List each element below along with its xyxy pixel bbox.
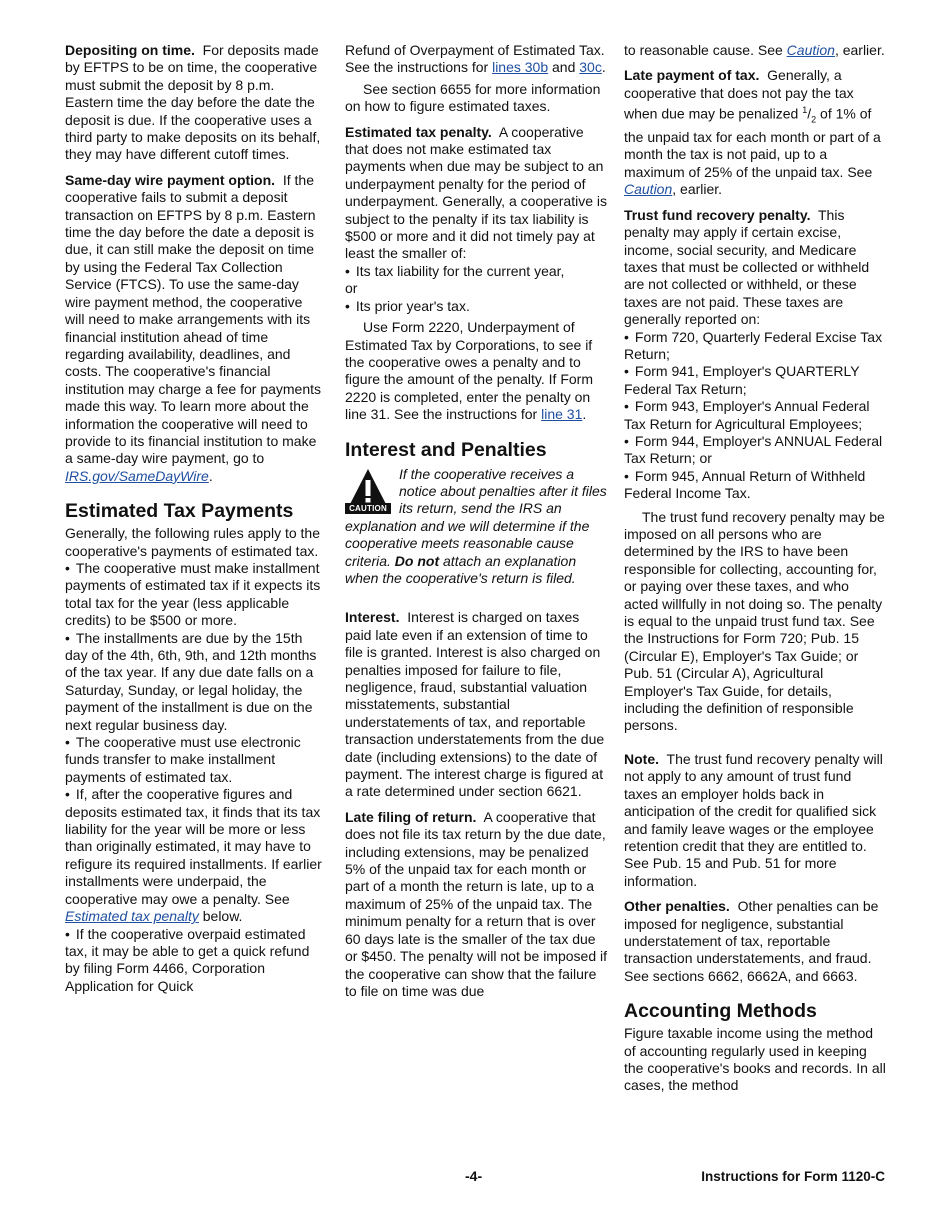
bullet-item (65, 560, 325, 630)
paragraph-estimated-tax-penalty (345, 124, 607, 263)
paragraph-text: Other penalties can be imposed for negligence, substantial understatement of tax, reportable transaction understatements, and fraud. See sections 6662, 6662A, and 6663. (624, 898, 879, 984)
bullet-text: below. (202, 908, 243, 925)
fraction-numerator: 1 (802, 105, 808, 116)
paragraph-late-filing (345, 809, 607, 1000)
bullet-item (345, 298, 607, 315)
paragraph-depositing-on-time (65, 42, 325, 164)
punctuation: . (208, 467, 213, 484)
paragraph-note (624, 751, 886, 890)
paragraph-text: A cooperative that does not make estimated tax payments when due may be subject to an underpayment penalty for the period of underpayment. Generally, a cooperative is subject to the penalty if its tax liability is $500 or more and it did not timely pay at least the smaller of: (345, 123, 607, 262)
link-lines-30b[interactable]: lines 30b (492, 59, 549, 76)
paragraph-accounting: Figure taxable income using the method of accounting regularly used in keeping the cooperative's books and records. In all cases, the method (624, 1025, 886, 1094)
page-number: -4- (465, 1168, 483, 1184)
link-irs-samedaywire[interactable]: IRS.gov/SameDayWire (65, 467, 209, 484)
run-in-heading: Other penalties. (624, 898, 730, 915)
run-in-heading: Trust fund recovery penalty. (624, 206, 811, 223)
caution-label: CAUTION (345, 503, 391, 514)
column-1 (65, 42, 325, 995)
bullet-text: Form 943, Employer's Annual Federal Tax Return for Agricultural Employees; (624, 398, 870, 432)
run-in-heading: Estimated tax penalty. (345, 123, 492, 140)
paragraph-see-section-6655: See section 6655 for more information on how to figure estimated taxes. (345, 80, 601, 115)
bullet-item (65, 630, 325, 734)
punctuation: . (601, 59, 606, 76)
paragraph-or: or (345, 280, 358, 297)
paragraph-text: A cooperative that does not file its tax return by the due date, including extensions, may be penalized 5% of the unpaid tax for each month or part of a month the return is late, up to a maximum of 25% of the unpaid tax. The minimum penalty for a return that is over 60 days late is the smaller of the tax due or $450. The penalty will not be imposed if the cooperative can show that the failure to file on time was due (345, 808, 608, 999)
paragraph-text: The trust fund recovery penalty will not apply to any amount of trust fund taxes an employer holds back in anticipation of the credit for qualified sick and family leave wages or the employee retention credit that they are entitled to. See Pub. 15 and Pub. 51 for more information. (624, 750, 883, 889)
bullet-item (624, 363, 886, 398)
paragraph-text: to reasonable cause. See (624, 42, 783, 58)
heading-accounting-methods: Accounting Methods (624, 1000, 817, 1023)
heading-interest-and-penalties: Interest and Penalties (345, 438, 547, 461)
bullet-item (65, 734, 325, 786)
fraction-denominator: 2 (811, 114, 817, 125)
paragraph-text: Interest is charged on taxes paid late even if an extension of time to file is granted. Interest is also charged on penalties imposed for failure to file, negligence, fraud, substantial valuation misstatements, substantial understatements of tax, and reportable transaction understatements from the due date (including extensions) to the date of payment. The interest charge is figured at a rate determined under section 6621. (345, 609, 605, 800)
link-caution[interactable]: Caution (624, 181, 673, 198)
run-in-heading: Interest. (345, 609, 400, 626)
run-in-heading: Same-day wire payment option. (65, 171, 276, 188)
punctuation: . (582, 406, 587, 423)
paragraph-text: This penalty may apply if certain excise, income, social security, and Medicare taxes that must be collected or withheld are not collected or withheld, or these taxes are not paid. These taxes are generally reported on: (624, 206, 870, 328)
run-in-heading: Late filing of return. (345, 808, 477, 825)
caution-text: attach an explanation when the cooperative's return is filed. (345, 552, 577, 586)
caution-emphasis: Do not (394, 552, 440, 569)
paragraph-text: , earlier. (834, 42, 885, 58)
paragraph-text: For deposits made by EFTPS to be on time, the cooperative must submit the deposit by 8 p.m. Eastern time the day before the date the deposit is due. If the cooperative uses a third party to make deposits on its behalf, they may have different cutoff times. (65, 42, 321, 163)
column-3 (624, 42, 886, 1103)
paragraph-other-penalties (624, 898, 886, 985)
paragraph-text: , earlier. (672, 181, 723, 198)
bullet-item (65, 786, 325, 925)
bullet-text: Form 941, Employer's QUARTERLY Federal Tax Return; (624, 363, 860, 397)
paragraph-text: If the cooperative fails to submit a deposit transaction on EFTPS by 8 p.m. Eastern time the day before the date a deposit is due, it can still make the deposit on time by using the Federal Tax Collection Service (FTCS). To use the same-day wire payment method, the cooperative will need to make arrangements with its financial institution ahead of time regarding availability, deadlines, and costs. The cooperative's financial institution may charge a fee for payments made this way. To learn more about the information the cooperative will need to provide to its financial institution to make a same-day wire payment, go to (65, 171, 322, 467)
run-in-heading: Late payment of tax. (624, 67, 760, 84)
column-2 (345, 42, 607, 1008)
bullet-text: Form 945, Annual Return of Withheld Federal Income Tax. (624, 467, 866, 502)
paragraph-same-day-wire (65, 172, 325, 485)
run-in-heading: Depositing on time. (65, 42, 195, 58)
bullet-text: Its prior year's tax. (355, 297, 470, 314)
paragraph-continued (624, 42, 886, 59)
paragraph-trust-fund (624, 207, 886, 329)
bullet-item (624, 433, 886, 468)
bullet-text: The cooperative must use electronic funds transfer to make installment payments of estimated tax. (65, 734, 301, 785)
bullet-item (624, 468, 886, 503)
paragraph-text: of 1% of the unpaid tax for each month or part of a month the tax is not paid, up to a maximum of 25% of the unpaid tax. See (624, 105, 881, 180)
bullet-item (345, 263, 607, 280)
link-line-31[interactable]: line 31 (541, 406, 583, 423)
link-30c[interactable]: 30c (579, 59, 602, 76)
bullet-text: Form 944, Employer's ANNUAL Federal Tax Return; or (624, 432, 883, 467)
page-footer (0, 1168, 950, 1188)
caution-icon (345, 468, 391, 514)
bullet-text: Its tax liability for the current year, (355, 262, 565, 279)
paragraph-text: Refund of Overpayment of Estimated Tax. See the instructions for (345, 42, 605, 76)
link-estimated-tax-penalty[interactable]: Estimated tax penalty (65, 908, 199, 925)
bullet-text: Form 720, Quarterly Federal Excise Tax Return; (624, 328, 883, 362)
form-title: Instructions for Form 1120-C (701, 1169, 885, 1184)
paragraph-form-2220 (345, 319, 607, 423)
bullet-item (65, 926, 325, 996)
paragraph-text: Use Form 2220, Underpayment of Estimated Tax by Corporations, to see if the cooperative owes a penalty and to figure the amount of the penalty. If Form 2220 is completed, enter the penalty on line 31. See the instructions for (345, 319, 593, 423)
paragraph-interest (345, 609, 607, 800)
paragraph-estimated-intro: Generally, the following rules apply to the cooperative's payments of estimated tax. (65, 525, 320, 559)
bullet-item (624, 398, 886, 433)
paragraph-late-payment: Late payment of tax. Generally, a cooperative that does not pay the tax when due may be penalized $^1/_2$ of 1% of the unpaid tax for each month or part of a month the tax is not paid, up to a maximum of 25% of the unpaid tax. See Caution, earlier. (624, 67, 881, 198)
bullet-text: The installments are due by the 15th day of the 4th, 6th, 9th, and 12th months of the tax year. If any due date falls on a Saturday, Sunday, or legal holiday, the payment of the installment is due on the next regular business day. (65, 629, 317, 733)
paragraph-text: Generally, a cooperative that does not pay the tax when due may be penalized (624, 67, 854, 122)
run-in-heading: Note. (624, 750, 659, 767)
caution-text: If the cooperative receives a notice about penalties after it files its return, send the IRS an explanation and we will determine if the cooperative meets reasonable cause criteria. (345, 465, 607, 569)
caution-box (345, 466, 607, 588)
bullet-text: If the cooperative overpaid estimated tax, it may be able to get a quick refund by filing Form 4466, Corporation Application for Quick (65, 925, 310, 994)
paragraph-continued (345, 42, 607, 77)
bullet-text: If, after the cooperative figures and deposits estimated tax, it finds that its tax liability for the year will be more or less than originally estimated, it may have to refigure its required installments. If earlier installments were underpaid, the cooperative may owe a penalty. See (65, 786, 322, 907)
bullet-item (624, 329, 886, 364)
paragraph-text: and (552, 59, 576, 76)
link-caution[interactable]: Caution (786, 42, 835, 58)
paragraph-trust-fund-2: The trust fund recovery penalty may be imposed on all persons who are determined by the IRS to have been responsible for collecting, accounting for, or paying over these taxes, and who acted willfully in not doing so. The penalty is equal to the unpaid trust fund tax. See the Instructions for Form 720; Pub. 15 (Circular E), Employer's Tax Guide; or Pub. 51 (Circular A), Agricultural Employer's Tax Guide, for details, including the definition of responsible persons. (624, 508, 885, 734)
bullet-text: The cooperative must make installment payments of estimated tax if it expects its total tax for the year (less applicable credits) to be $500 or more. (65, 559, 321, 629)
heading-estimated-tax-payments: Estimated Tax Payments (65, 500, 294, 523)
